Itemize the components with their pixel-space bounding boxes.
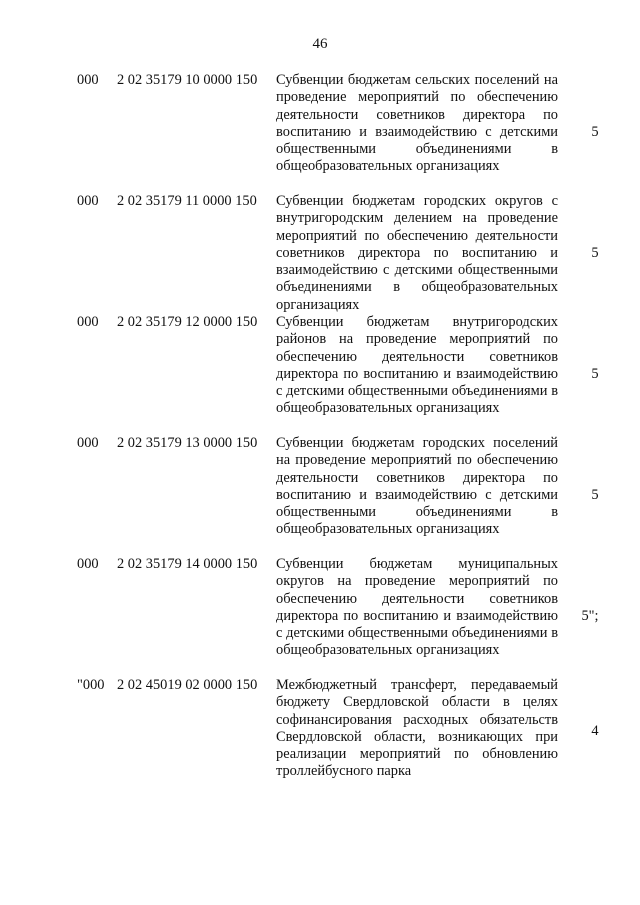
income-description: Субвенции бюджетам муниципальных округов на проведение мероприятий по обеспечению деятельности советников директора по воспитанию и взаимодействию с детскими общественными объединениями в общеобразовательных организациях: [276, 556, 558, 659]
page-number: 46: [312, 36, 328, 52]
row-value: 4: [591, 723, 599, 739]
budget-classification-code: 2 02 35179 10 0000 150: [117, 72, 258, 88]
table-row: [0, 314, 640, 435]
budget-code-table: [0, 72, 640, 781]
table-row: [0, 677, 640, 781]
row-value: 5: [591, 487, 599, 503]
budget-classification-code: 2 02 35179 11 0000 150: [117, 193, 257, 209]
admin-code: 000: [77, 556, 99, 572]
admin-code: 000: [77, 72, 99, 88]
budget-classification-code: 2 02 45019 02 0000 150: [117, 677, 258, 693]
table-row: [0, 435, 640, 556]
budget-classification-code: 2 02 35179 12 0000 150: [117, 314, 258, 330]
budget-classification-code: 2 02 35179 14 0000 150: [117, 556, 258, 572]
table-row: [0, 72, 640, 193]
income-description: Межбюджетный трансферт, передаваемый бюджету Свердловской области в целях софинансирования расходных обязательств Свердловской области, возникающих при реализации мероприятий по обновлению троллейбусного парка: [276, 677, 558, 780]
admin-code: 000: [77, 314, 99, 330]
row-value: 5: [591, 245, 599, 261]
table-row: [0, 556, 640, 677]
admin-code: "000: [77, 677, 105, 693]
admin-code: 000: [77, 435, 99, 451]
income-description: Субвенции бюджетам сельских поселений на проведение мероприятий по обеспечению деятельности советников директора по воспитанию и взаимодействию с детскими общественными объединениями в общеобразовательных организациях: [276, 72, 558, 175]
row-value: 5";: [581, 608, 599, 624]
table-row: [0, 193, 640, 314]
income-description: Субвенции бюджетам внутригородских районов на проведение мероприятий по обеспечению деятельности советников директора по воспитанию и взаимодействию с детскими общественными объединениями в общеобразовательных организациях: [276, 314, 558, 417]
budget-classification-code: 2 02 35179 13 0000 150: [117, 435, 258, 451]
income-description: Субвенции бюджетам городских округов с внутригородским делением на проведение мероприятий по обеспечению деятельности советников директора по воспитанию и взаимодействию с детскими общественными объединениями в общеобразовательных организациях: [276, 193, 558, 313]
admin-code: 000: [77, 193, 99, 209]
income-description: Субвенции бюджетам городских поселений на проведение мероприятий по обеспечению деятельности советников директора по воспитанию и взаимодействию с детскими общественными объединениями в общеобразовательных организациях: [276, 435, 558, 538]
row-value: 5: [591, 124, 599, 140]
row-value: 5: [591, 366, 599, 382]
